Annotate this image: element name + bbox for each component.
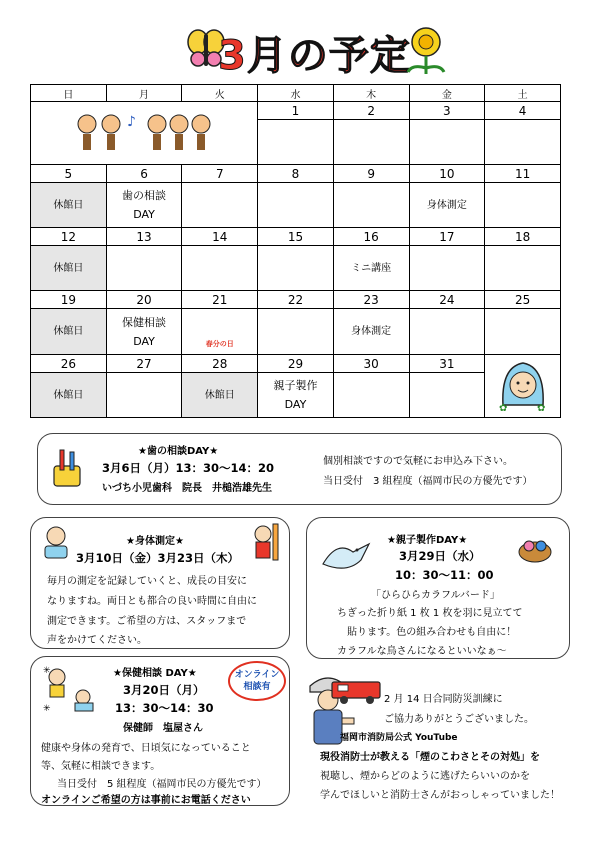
day-17: 17 (409, 228, 485, 246)
snow-child-illustration (485, 355, 561, 418)
measure-line-3: 測定できます。ご希望の方は、スタッフまで (47, 616, 247, 627)
online-badge-line2: 相談有 (243, 682, 271, 692)
craft-time: 10：30〜11：00 (395, 568, 494, 582)
page-header (0, 18, 595, 78)
fire-line-3: 福岡市消防局公式 YouTube (340, 733, 458, 743)
health-line-2: 等、気軽に相談できます。 (41, 761, 161, 772)
health-reception: 当日受付 5 組程度（福岡市民の方優先です） (57, 779, 267, 790)
day-11: 11 (485, 165, 561, 183)
event-cell (258, 120, 334, 165)
day-31: 31 (409, 355, 485, 373)
event-vernal-equinox: 春分の日 (205, 340, 234, 348)
day-25: 25 (485, 291, 561, 309)
event-craft-day: 親子製作 DAY (258, 373, 334, 418)
event-dental-day: 歯の相談 DAY (106, 183, 182, 228)
event-closed: 休館日 (31, 309, 107, 355)
weekday-sat: 土 (485, 85, 561, 102)
day-7: 7 (182, 165, 258, 183)
day-1: 1 (258, 102, 334, 120)
baby-scale-icon (39, 524, 73, 562)
day-3: 3 (409, 102, 485, 120)
event-cell (106, 373, 182, 418)
dental-reception: 当日受付 3 組程度（福岡市民の方優先です） (323, 476, 533, 487)
body-measurement-box (30, 517, 290, 649)
event-cell (182, 183, 258, 228)
measure-date: 3月10日（金）3月23日（木） (76, 551, 240, 565)
craft-name: 「ひらひらカラフルバード」 (371, 590, 500, 601)
event-cell (485, 246, 561, 291)
event-cell (485, 309, 561, 355)
craft-line-1: ちぎった折り紙 1 枚 1 枚を羽に見立てて (337, 608, 523, 619)
day-26: 26 (31, 355, 107, 373)
day-27: 27 (106, 355, 182, 373)
day-24: 24 (409, 291, 485, 309)
event-closed: 休館日 (182, 373, 258, 418)
day-5: 5 (31, 165, 107, 183)
craft-day-box (306, 517, 570, 659)
calendar-grid (30, 84, 561, 418)
singing-children-illustration (31, 102, 258, 165)
event-holiday-cell (182, 309, 258, 355)
event-measure: 身体測定 (333, 309, 409, 355)
event-closed: 休館日 (31, 373, 107, 418)
weekday-wed: 水 (258, 85, 334, 102)
online-badge-line1: オンライン (234, 670, 280, 680)
day-18: 18 (485, 228, 561, 246)
event-cell (106, 246, 182, 291)
day-12: 12 (31, 228, 107, 246)
svg-text:✿: ✿ (498, 403, 507, 413)
online-consultation-badge (228, 661, 286, 701)
day-22: 22 (258, 291, 334, 309)
day-23: 23 (333, 291, 409, 309)
day-4: 4 (485, 102, 561, 120)
health-title: ★保健相談 DAY★ (113, 668, 197, 679)
toothbrush-cup-icon (48, 446, 88, 490)
day-10: 10 (409, 165, 485, 183)
event-cell (409, 246, 485, 291)
event-cell (258, 183, 334, 228)
event-cell (258, 246, 334, 291)
day-30: 30 (333, 355, 409, 373)
babies-icon (41, 663, 101, 715)
measure-line-4: 声をかけてください。 (47, 635, 147, 646)
event-cell (333, 120, 409, 165)
day-28: 28 (182, 355, 258, 373)
dental-consultation-box (37, 433, 562, 505)
bird-nest-icon (515, 530, 555, 566)
dental-clinic: いづち小児歯科 院長 井槌浩雄先生 (102, 483, 272, 494)
weekday-fri: 金 (409, 85, 485, 102)
page-title: 3月の予定 (218, 33, 411, 79)
event-health-day: 保健相談 DAY (106, 309, 182, 355)
child-measuring-icon (251, 522, 281, 562)
event-cell (333, 373, 409, 418)
event-mini-lecture: ミニ講座 (333, 246, 409, 291)
child-in-hood-icon (493, 355, 553, 413)
craft-date: 3月29日（水） (399, 549, 481, 563)
day-2: 2 (333, 102, 409, 120)
day-13: 13 (106, 228, 182, 246)
event-cell (409, 373, 485, 418)
day-16: 16 (333, 228, 409, 246)
svg-text:✳: ✳ (43, 666, 51, 676)
fire-line-5: 視聴し、煙からどのように逃げたらいいのかを (320, 771, 530, 782)
day-9: 9 (333, 165, 409, 183)
weekday-sun: 日 (31, 85, 107, 102)
craft-line-3: カラフルな鳥さんになるといいなぁ〜 (337, 646, 507, 657)
fire-truck-icon (330, 676, 386, 706)
health-time: 13：30〜14：30 (115, 701, 214, 715)
craft-title: ★親子製作DAY★ (387, 535, 468, 546)
fire-line-4: 現役消防士が教える「煙のこわさとその対処」を (320, 752, 540, 763)
day-8: 8 (258, 165, 334, 183)
health-staff: 保健師 塩屋さん (123, 723, 203, 734)
event-cell (182, 246, 258, 291)
fire-line-2: ご協力ありがとうございました。 (384, 714, 534, 725)
svg-text:♪: ♪ (127, 114, 136, 130)
health-line-1: 健康や身体の発育で、日頃気になっていること (41, 743, 251, 754)
dental-date: 3月6日（月）13：30〜14：20 (102, 461, 275, 475)
craft-line-2: 貼ります。色の組み合わせも自由に！ (347, 627, 517, 638)
weekday-mon: 月 (106, 85, 182, 102)
event-closed: 休館日 (31, 246, 107, 291)
event-cell (258, 309, 334, 355)
weekday-thu: 木 (333, 85, 409, 102)
day-14: 14 (182, 228, 258, 246)
fire-line-6: 学んでほしいと消防士さんがおっしゃっていました！ (320, 790, 560, 801)
event-closed: 休館日 (31, 183, 107, 228)
day-15: 15 (258, 228, 334, 246)
dental-note: 個別相談ですので気軽にお申込み下さい。 (323, 456, 513, 467)
event-cell (333, 183, 409, 228)
dental-title: ★歯の相談DAY★ (138, 446, 219, 457)
svg-text:✳: ✳ (43, 704, 51, 714)
measure-line-1: 毎月の測定を記録していくと、成長の目安に (47, 576, 247, 587)
weekday-tue: 火 (182, 85, 258, 102)
day-29: 29 (258, 355, 334, 373)
event-cell (409, 309, 485, 355)
children-singing-icon (69, 106, 219, 156)
event-cell (485, 120, 561, 165)
fire-line-1: 2 月 14 日合同防災訓練に (384, 694, 503, 705)
svg-text:✿: ✿ (536, 403, 545, 413)
bird-icon (317, 530, 373, 580)
weekday-header-row (31, 85, 561, 102)
health-date: 3月20日（月） (123, 683, 205, 697)
dandelion-icon (402, 24, 450, 76)
measure-line-2: なりますね。両日とも都合の良い時間に自由に (47, 596, 257, 607)
event-cell (409, 120, 485, 165)
event-cell (485, 183, 561, 228)
measure-title: ★身体測定★ (126, 536, 184, 547)
day-21: 21 (182, 291, 258, 309)
day-19: 19 (31, 291, 107, 309)
health-online-note: オンラインご希望の方は事前にお電話ください (41, 795, 251, 806)
day-20: 20 (106, 291, 182, 309)
event-measure: 身体測定 (409, 183, 485, 228)
day-6: 6 (106, 165, 182, 183)
